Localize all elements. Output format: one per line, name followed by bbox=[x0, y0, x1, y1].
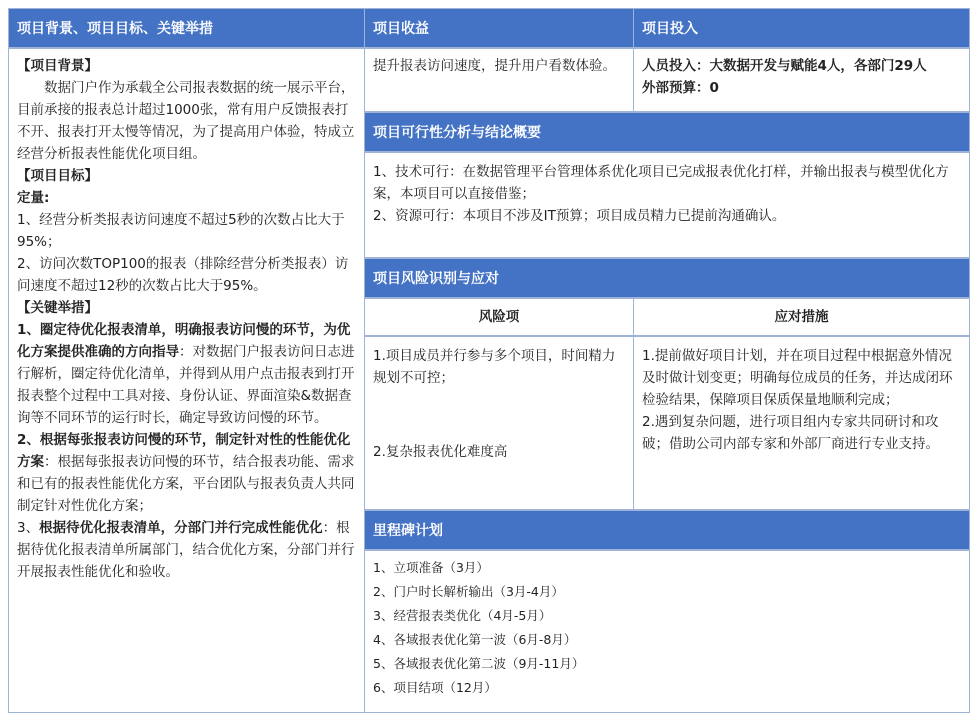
measure-column-header bbox=[633, 298, 970, 336]
header-benefit-label: 项目收益 bbox=[373, 21, 429, 37]
milestone-item: 3、经营报表类优化（4月-5月） bbox=[373, 608, 552, 623]
milestone-item: 4、各域报表优化第一波（6月-8月） bbox=[373, 632, 577, 647]
key-measure-3-text: ：根据待优化报表清单所属部门，结合优化方案，分部门并行开展报表性能优化和验收。 bbox=[17, 520, 355, 580]
benefit-text: 提升报表访问速度，提升用户看数体验。 bbox=[373, 58, 616, 74]
header-feasibility bbox=[364, 112, 970, 152]
investment-staff: 人员投入：大数据开发与赋能4人，各部门29人 bbox=[642, 58, 927, 74]
background-goals-measures-cell bbox=[8, 48, 365, 713]
key-measure-3-heading: 根据待优化报表清单，分部门并行完成性能优化 bbox=[39, 520, 323, 536]
measure-items-cell bbox=[633, 336, 970, 510]
risk-item-1: 1.项目成员并行参与多个项目，时间精力规划不可控； bbox=[373, 348, 616, 386]
header-investment-label: 项目投入 bbox=[642, 21, 698, 37]
milestone-item: 5、各域报表优化第二波（9月-11月） bbox=[373, 656, 585, 671]
risk-column-header bbox=[364, 298, 634, 336]
header-background-label: 项目背景、项目目标、关键举措 bbox=[17, 21, 213, 37]
investment-budget: 外部预算：0 bbox=[642, 80, 719, 96]
goal-item-1: 1、经营分析类报表访问速度不超过5秒的次数占比大于95%； bbox=[17, 212, 345, 250]
milestone-item: 6、项目结项（12月） bbox=[373, 680, 497, 695]
header-benefit bbox=[364, 8, 634, 48]
benefit-cell bbox=[364, 48, 634, 112]
header-milestone-label: 里程碑计划 bbox=[373, 523, 443, 539]
header-background-goals-measures bbox=[8, 8, 365, 48]
background-text: 数据门户作为承载全公司报表数据的统一展示平台，目前承接的报表总计超过1000张，常有用户反馈报表打不开、报表打开太慢等情况，为了提高用户体验，特成立经营分析报表性能优化项目组。 bbox=[17, 80, 355, 162]
measure-item-2: 2.遇到复杂问题，进行项目组内专家共同研讨和攻破；借助公司内部专家和外部厂商进行专业支持。 bbox=[642, 414, 939, 452]
investment-cell bbox=[633, 48, 970, 112]
background-title: 【项目背景】 bbox=[17, 58, 98, 74]
feasibility-technical: 1、技术可行：在数据管理平台管理体系优化项目已完成报表优化打样，并输出报表与模型优化方案，本项目可以直接借鉴； bbox=[373, 164, 949, 202]
header-investment bbox=[633, 8, 970, 48]
risk-item-2: 2.复杂报表优化难度高 bbox=[373, 444, 508, 460]
header-milestone bbox=[364, 510, 970, 550]
risk-column-label: 风险项 bbox=[478, 309, 520, 325]
header-risk-label: 项目风险识别与应对 bbox=[373, 271, 499, 287]
header-feasibility-label: 项目可行性分析与结论概要 bbox=[373, 125, 541, 141]
key-measure-3-prefix: 3、 bbox=[17, 520, 40, 536]
key-measure-3 bbox=[17, 517, 356, 583]
goal-quant-label: 定量: bbox=[17, 190, 50, 206]
risk-items-cell bbox=[364, 336, 634, 510]
header-risk bbox=[364, 258, 970, 298]
key-measure-2-heading: 2、根据每张报表访问慢的环节，制定针对性的性能优化方案 bbox=[17, 432, 351, 470]
goal-title: 【项目目标】 bbox=[17, 168, 98, 184]
measure-column-label: 应对措施 bbox=[774, 309, 829, 325]
feasibility-cell bbox=[364, 152, 970, 258]
key-measure-1 bbox=[17, 319, 356, 429]
milestone-item: 2、门户时长解析输出（3月-4月） bbox=[373, 584, 564, 599]
milestone-cell bbox=[364, 550, 970, 713]
key-measure-1-text: ：对数据门户报表访问日志进行解析，圈定待优化清单，并得到从用户点击报表到打开报表整个过程中工具对接、身份认证、界面渲染&数据查询等不同环节的运行时长，确定导致访问慢的环节。 bbox=[17, 344, 355, 426]
key-measure-2 bbox=[17, 429, 356, 517]
key-measure-2-text: ：根据每张报表访问慢的环节，结合报表功能、需求和已有的报表性能优化方案，平台团队与报表负责人共同制定针对性优化方案； bbox=[17, 454, 355, 514]
measure-item-1: 1.提前做好项目计划，并在项目过程中根据意外情况及时做计划变更；明确每位成员的任务，并达成闭环检验结果，保障项目保质保量地顺利完成； bbox=[642, 348, 953, 408]
feasibility-resource: 2、资源可行：本项目不涉及IT预算；项目成员精力已提前沟通确认。 bbox=[373, 208, 786, 224]
key-measure-1-heading: 1、圈定待优化报表清单，明确报表访问慢的环节，为优化方案提供准确的方向指导 bbox=[17, 322, 351, 360]
key-measures-title: 【关键举措】 bbox=[17, 300, 98, 316]
goal-item-2: 2、访问次数TOP100的报表（排除经营分析类报表）访问速度不超过12秒的次数占比大于95%。 bbox=[17, 256, 349, 294]
milestone-item: 1、立项准备（3月） bbox=[373, 560, 489, 575]
